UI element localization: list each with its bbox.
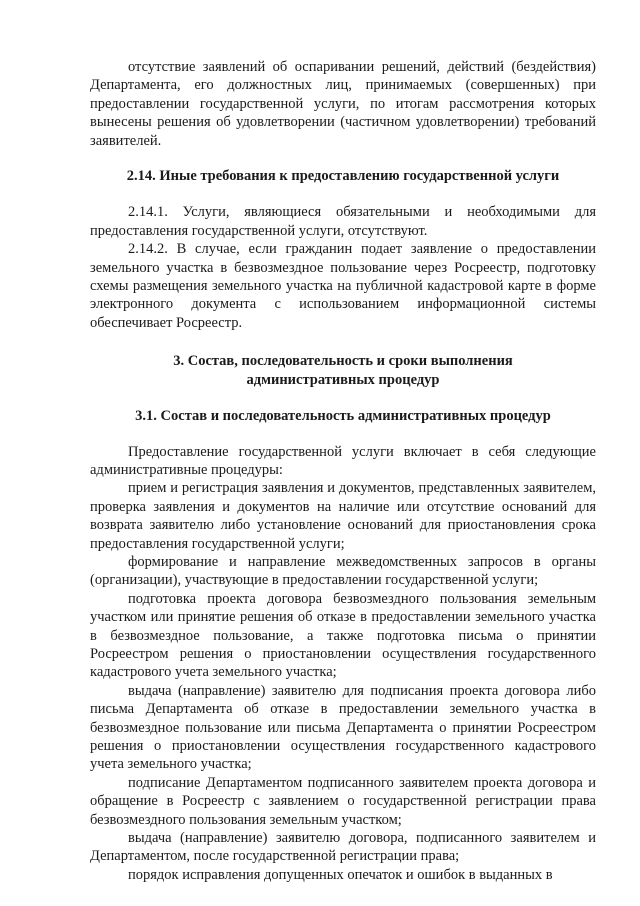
list-item-issuance-for-signing: выдача (направление) заявителю для подписания проекта договора либо письма Департамента об отказе в предоставлении земельного участка в безвозмездное пользование или письма Департамента о принятии Росреестром решения о приостановлении осуществления государственного кадастрового учета земельного участка; (90, 682, 596, 773)
chapter-heading-3-line1: 3. Состав, последовательность и сроки выполнения (173, 353, 513, 370)
paragraph-complaints-absence: отсутствие заявлений об оспаривании решений, действий (бездействия) Департамента, его должностных лиц, принимаемых (совершенных) при предоставлении государственной услуги, по итогам рассмотрения которых вынесены решения об удовлетворении (частичном удовлетворении) требований заявителей. (90, 59, 596, 149)
paragraph-2-14-2: 2.14.2. В случае, если гражданин подает заявление о предоставлении земельного участка в безвозмездное пользование через Росреестр, подготовку схемы размещения земельного участка на публичной кадастровой карте в форме электронного документа с использованием информационной системы обеспечивает Росреестр. (90, 241, 596, 331)
document-page (90, 58, 596, 884)
list-item-contract-issuance: выдача (направление) заявителю договора, подписанного заявителем и Департаментом, после государственной регистрации права; (90, 830, 596, 865)
paragraph-procedures-intro: Предоставление государственной услуги включает в себя следующие административные процедуры: (90, 443, 596, 478)
list-item-draft-contract-preparation: подготовка проекта договора безвозмездного пользования земельным участком или принятие решения об отказе в предоставлении земельного участка в безвозмездное пользование, а также подготовка письма о принятии Росреестром решения о приостановлении осуществления государственного кадастрового учета земельного участка; (90, 590, 596, 681)
section-heading-3-1: 3.1. Состав и последовательность административных процедур (135, 408, 551, 425)
chapter-heading-3-line2: административных процедур (246, 371, 440, 388)
section-heading-2-14: 2.14. Иные требования к предоставлению государственной услуги (126, 168, 560, 185)
list-item-error-correction: порядок исправления допущенных опечаток и ошибок в выданных в (128, 866, 553, 883)
paragraph-2-14-1: 2.14.1. Услуги, являющиеся обязательными и необходимыми для предоставления государственной услуги, отсутствуют. (90, 204, 596, 239)
list-item-reception-registration: прием и регистрация заявления и документов, представленных заявителем, проверка заявления и документов на наличие или отсутствие оснований для возврата заявителю либо установление оснований для приостановления срока предоставления государственной услуги; (90, 480, 596, 552)
list-item-signing-registration: подписание Департаментом подписанного заявителем проекта договора и обращение в Росреестр с заявлением о государственной регистрации права безвозмездного пользования земельным участком; (90, 774, 596, 828)
list-item-interagency-requests: формирование и направление межведомственных запросов в органы (организации), участвующие в предоставлении государственной услуги; (90, 553, 596, 589)
